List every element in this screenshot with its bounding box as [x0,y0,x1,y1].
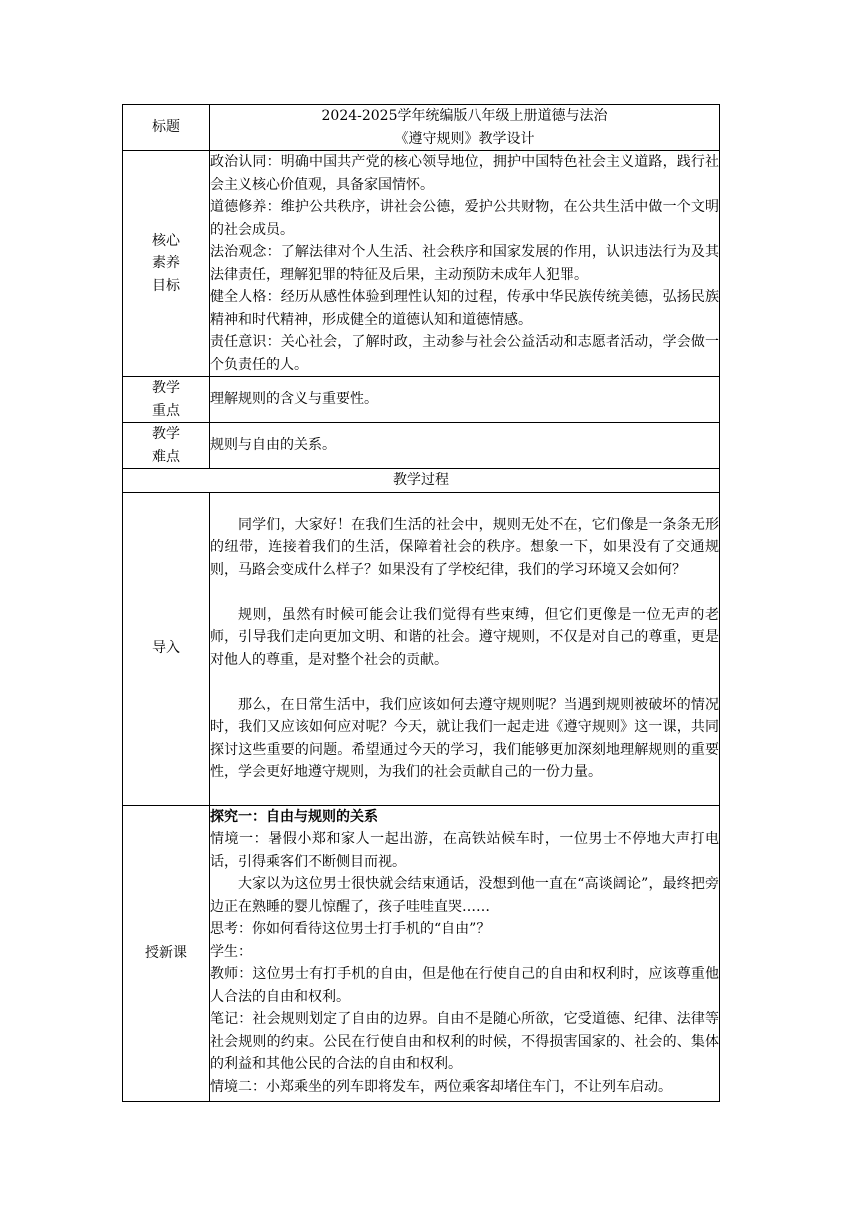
scenario-one-continued: 大家以为这位男士很快就会结束通话，没想到他一直在“高谈阔论”，最终把旁边正在熟睡的婴儿惊醒了，孩子哇哇直哭…… [210,876,719,915]
student-answer: 学生： [210,943,252,960]
new-lesson-label: 授新课 [123,805,210,1101]
objectives-row [123,151,720,377]
new-lesson-row [123,805,720,1101]
scenario-two: 情境二：小郑乘坐的列车即将发车，两位乘客却堵住车门，不让列车启动。 [210,1078,672,1095]
objective-item: 健全人格：经历从感性体验到理性认知的过程，传承中华民族传统美德，弘扬民族精神和时代精神，形成健全的道德认知和道德情感。 [210,289,719,328]
intro-content [210,492,720,805]
title-cell [210,105,720,151]
inquiry-heading: 探究一：自由与规则的关系 [210,808,378,825]
intro-row [123,492,720,805]
difficult-point-row [123,423,720,469]
title-line-2: 《遵守规则》教学设计 [394,130,535,147]
intro-paragraph: 那么，在日常生活中，我们应该如何去遵守规则呢？当遇到规则被破坏的情况时，我们又应该如何应对呢？今天，就让我们一起走进《遵守规则》这一课，共同探讨这些重要的问题。希望通过今天的学习，我们能够更加深刻地理解规则的重要性，学会更好地遵守规则，为我们的社会贡献自己的一份力量。 [210,696,719,780]
objective-item: 道德修养：维护公共秩序，讲社会公德，爱护公共财物，在公共生活中做一个文明的社会成员。 [210,199,719,238]
intro-paragraph: 规则，虽然有时候可能会让我们觉得有些束缚，但它们更像是一位无声的老师，引导我们走向更加文明、和谐的社会。遵守规则，不仅是对自己的尊重，更是对他人的尊重，是对整个社会的贡献。 [210,606,719,668]
objective-item: 责任意识：关心社会，了解时政，主动参与社会公益活动和志愿者活动，学会做一个负责任的人。 [210,334,719,373]
title-row [123,105,720,151]
difficult-point-label-line: 难点 [152,448,180,465]
intro-paragraph: 同学们，大家好！在我们生活的社会中，规则无处不在，它们像是一条条无形的纽带，连接着我们的生活，保障着社会的秩序。想象一下，如果没有了交通规则，马路会变成什么样子？如果没有了学校纪律，我们的学习环境又会如何？ [210,516,719,578]
objective-item: 政治认同：明确中国共产党的核心领导地位，拥护中国特色社会主义道路，践行社会主义核心价值观，具备家国情怀。 [210,154,719,193]
objectives-label [123,151,210,377]
process-header-row [123,469,720,493]
scenario-one: 情境一：暑假小郑和家人一起出游，在高铁站候车时，一位男士不停地大声打电话，引得乘客们不断侧目而视。 [210,831,719,870]
objectives-label-line: 素养 [152,255,180,272]
title-line-1: 2024-2025学年统编版八年级上册道德与法治 [321,108,608,124]
new-lesson-content [210,805,720,1101]
intro-label: 导入 [123,492,210,805]
difficult-point-label-line: 教学 [152,426,180,442]
objectives-content [210,151,720,377]
process-header: 教学过程 [123,469,720,493]
difficult-point-text: 规则与自由的关系。 [210,423,720,469]
key-point-label [123,377,210,423]
title-label: 标题 [123,105,210,151]
difficult-point-label [123,423,210,469]
lesson-plan-table [122,104,720,1102]
key-point-row [123,377,720,423]
notes: 笔记：社会规则划定了自由的边界。自由不是随心所欲，它受道德、纪律、法律等社会规则的约束。公民在行使自由和权利的时候，不得损害国家的、社会的、集体的利益和其他公民的合法的自由和权利。 [210,1011,719,1072]
key-point-label-line: 教学 [152,380,180,396]
key-point-text: 理解规则的含义与重要性。 [210,377,720,423]
teacher-answer: 教师：这位男士有打手机的自由，但是他在行使自己的自由和权利时，应该尊重他人合法的自由和权利。 [210,966,719,1005]
objectives-label-line: 核心 [152,232,180,249]
think-question: 思考：你如何看待这位男士打手机的“自由”？ [210,921,491,937]
objective-item: 法治观念：了解法律对个人生活、社会秩序和国家发展的作用，认识违法行为及其法律责任，理解犯罪的特征及后果，主动预防未成年人犯罪。 [210,244,719,283]
key-point-label-line: 重点 [152,402,180,419]
objectives-label-line: 目标 [152,277,180,294]
